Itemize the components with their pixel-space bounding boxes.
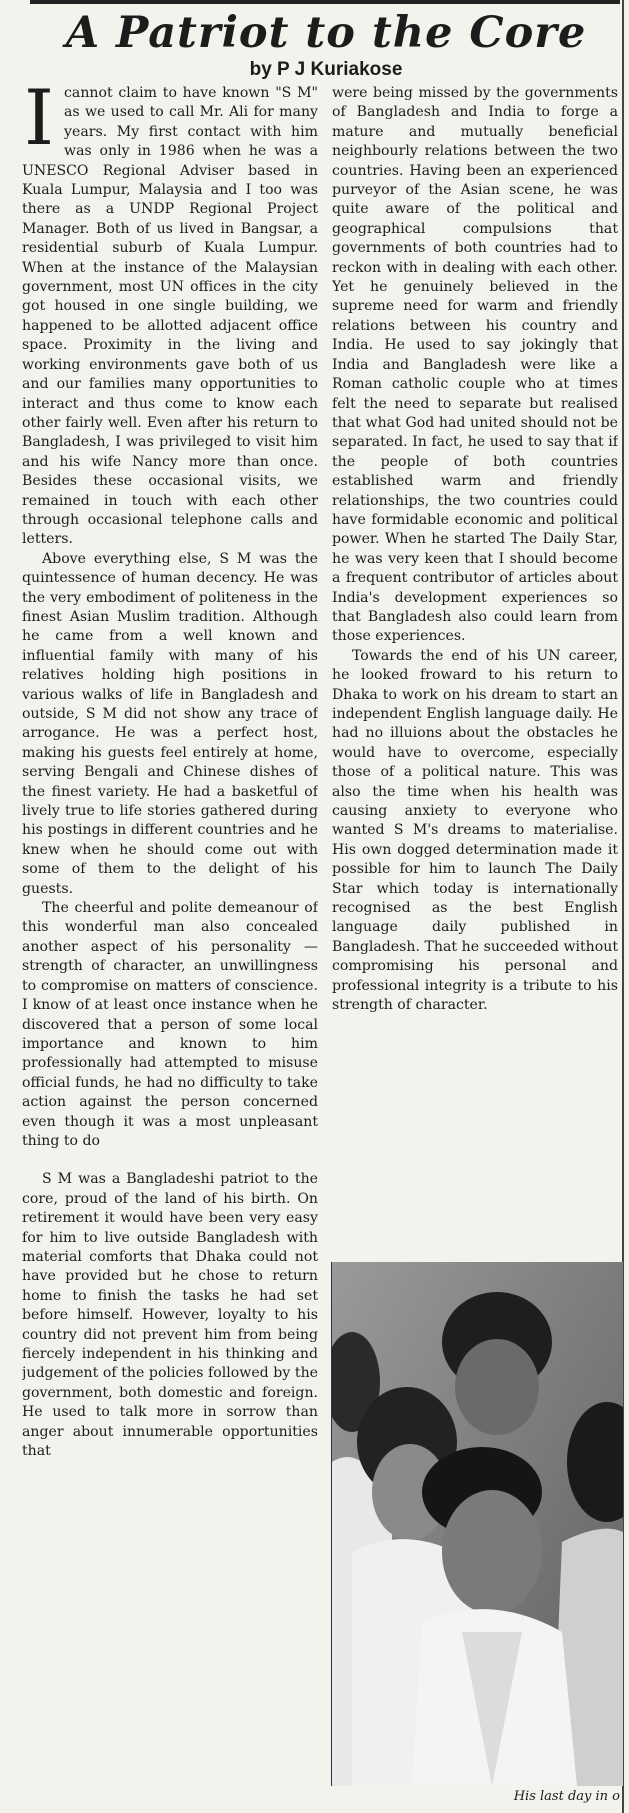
photo-caption: His last day in o [513, 1789, 620, 1804]
paragraph-6: Towards the end of his UN career, he looked froward to his return to Dhaka to work on his dream to start an independent English language daily. He had no illuions about the obstacles he would have to overcome, especially those of a political nature. This was also the time when his health was causing anxiety to everyone who wanted S M's dreams to materialise. His own dogged determination made it possible for him to launch The Daily Star which today is internationally recognised as the best English language daily published in Bangladesh. That he succeeded without compromising his personal and professional integrity is a tribute to his strength of character. [332, 647, 618, 1014]
drop-cap: I [24, 84, 55, 162]
paragraph-4: S M was a Bangladeshi patriot to the core, proud of the land of his birth. On retirement it would have been very easy for him to live outside Bangladesh with material comforts that Dhaka could not have provided but he chose to return home to finish the tasks he had set before himself. However, loyalty to his country did not prevent him from being fiercely independent in his thinking and judgement of the policies followed by the government, both domestic and foreign. He used to talk more in sorrow than anger about innumerable opportunities that [22, 1171, 318, 1460]
byline: by P J Kuriakose [249, 59, 403, 80]
top-rule [30, 0, 620, 4]
headline: A Patriot to the Core [65, 8, 587, 58]
article-column-1 [22, 84, 318, 1784]
paragraph-5: were being missed by the governments of Bangladesh and India to forge a mature and mutually beneficial neighbourly relations between the two countries. Having been an experienced purveyor of the Asian scene, he was quite aware of the political and geographical compulsions that governments of both countries had to reckon with in dealing with each other. Yet he genuinely believed in the supreme need for warm and friendly relations between his country and India. He used to say jokingly that India and Bangladesh were like a Roman catholic couple who at times felt the need to separate but realised that what God had united should not be separated. In fact, he used to say that if the people of both countries established warm and friendly relationships, the two countries could have formidable economic and political power. When he started The Daily Star, he was very keen that I should become a frequent contributor of articles about India's development experiences so that Bangladesh also could learn from those experiences. [332, 85, 618, 645]
news-photo [331, 1262, 623, 1786]
paragraph-2: Above everything else, S M was the quintessence of human decency. He was the very embodiment of politeness in the finest Asian Muslim tradition. Although he came from a well known and influential family with many of his relatives holding high positions in various walks of life in Bangladesh and outside, S M did not show any trace of arrogance. He was a perfect host, making his guests feel entirely at home, serving Bengali and Chinese dishes of the finest variety. He had a basketful of lively true to life stories gathered during his postings in different countries and he knew when he should come out with some of them to the delight of his guests. [22, 550, 318, 897]
paragraph-3: The cheerful and polite demeanour of this wonderful man also concealed another aspect of his personality — strength of character, an unwillingness to compromise on matters of conscience. I know of at least once instance when he discovered that a person of some local importance and known to him professionally had attempted to misuse official funds, he had no difficulty to take action against the person concerned even though it was a most unpleasant thing to do [22, 900, 318, 1149]
photo-illustration [332, 1262, 623, 1786]
article-column-2 [332, 84, 618, 1256]
paragraph-1: Icannot claim to have known "S M" as we used to call Mr. Ali for many years. My first contact with him was only in 1986 when he was a UNESCO Regional Adviser based in Kuala Lumpur, Malaysia and I too was there as a UNDP Regional Project Manager. Both of us lived in Bangsar, a residential suburb of Kuala Lumpur. When at the instance of the Malaysian government, most UN offices in the city got housed in one single building, we happened to be allotted adjacent office space. Proximity in the living and working environments gave both of us and our families many opportunities to interact and thus come to know each other fairly well. Even after his return to Bangladesh, I was privileged to visit him and his wife Nancy more than once. Besides these occasional visits, we remained in touch with each other through occasional telephone calls and letters. [22, 84, 318, 548]
